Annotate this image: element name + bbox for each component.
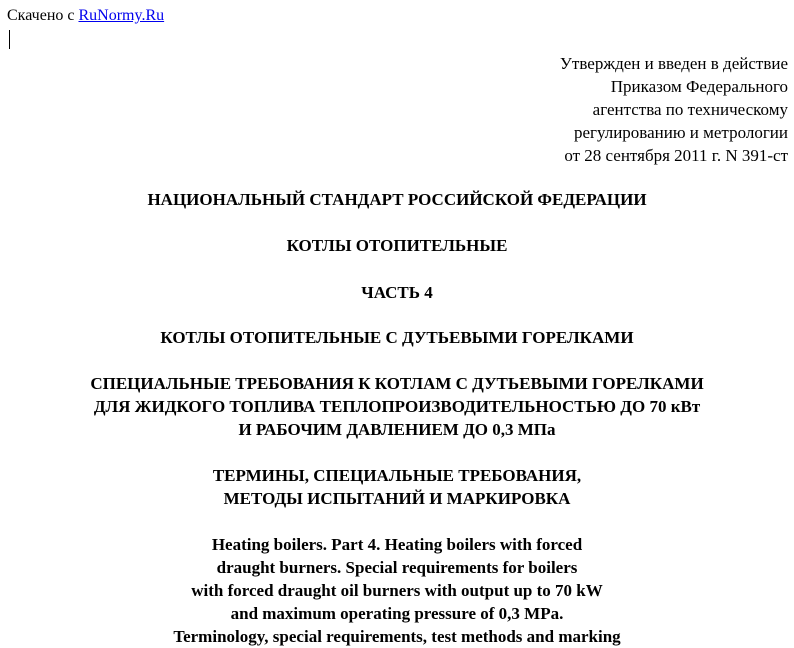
special-requirements-line: ДЛЯ ЖИДКОГО ТОПЛИВА ТЕПЛОПРОИЗВОДИТЕЛЬНОСТЬЮ ДО 70 кВт [93, 397, 701, 416]
english-title [0, 533, 794, 648]
english-title-line: Terminology, special requirements, test methods and marking [173, 627, 621, 646]
standard-title-text: НАЦИОНАЛЬНЫЙ СТАНДАРТ РОССИЙСКОЙ ФЕДЕРАЦИИ [147, 190, 647, 209]
part-title [0, 281, 794, 304]
source-line [7, 6, 164, 26]
special-requirements-line: И РАБОЧИМ ДАВЛЕНИЕМ ДО 0,3 МПа [238, 420, 556, 439]
part-title-text: ЧАСТЬ 4 [361, 283, 433, 302]
terms-line: МЕТОДЫ ИСПЫТАНИЙ И МАРКИРОВКА [223, 489, 571, 508]
special-requirements-line: СПЕЦИАЛЬНЫЕ ТРЕБОВАНИЯ К КОТЛАМ С ДУТЬЕВЫМИ ГОРЕЛКАМИ [90, 374, 704, 393]
forced-burners-title [0, 326, 794, 349]
terms-line: ТЕРМИНЫ, СПЕЦИАЛЬНЫЕ ТРЕБОВАНИЯ, [212, 466, 582, 485]
runormy-link[interactable]: RuNormy.Ru [78, 7, 165, 24]
approval-line: от 28 сентября 2011 г. N 391-ст [564, 146, 788, 165]
forced-burners-title-text: КОТЛЫ ОТОПИТЕЛЬНЫЕ С ДУТЬЕВЫМИ ГОРЕЛКАМИ [160, 328, 634, 347]
text-cursor [9, 30, 10, 49]
special-requirements-title [0, 372, 794, 441]
approval-line: агентства по техническому [592, 100, 788, 119]
english-title-line: Heating boilers. Part 4. Heating boilers with forced [211, 535, 583, 554]
approval-line: Утвержден и введен в действие [559, 54, 788, 73]
source-prefix: Скачено с [7, 7, 79, 24]
boilers-title [0, 234, 794, 257]
english-title-line: draught burners. Special requirements for boilers [216, 558, 578, 577]
standard-title [0, 188, 794, 211]
approval-line: регулированию и метрологии [573, 123, 788, 142]
english-title-line: and maximum operating pressure of 0,3 MPa. [230, 604, 564, 623]
terms-title [0, 464, 794, 510]
approval-line: Приказом Федерального [610, 77, 788, 96]
boilers-title-text: КОТЛЫ ОТОПИТЕЛЬНЫЕ [286, 236, 508, 255]
approval-block [560, 52, 788, 167]
english-title-line: with forced draught oil burners with output up to 70 kW [191, 581, 603, 600]
